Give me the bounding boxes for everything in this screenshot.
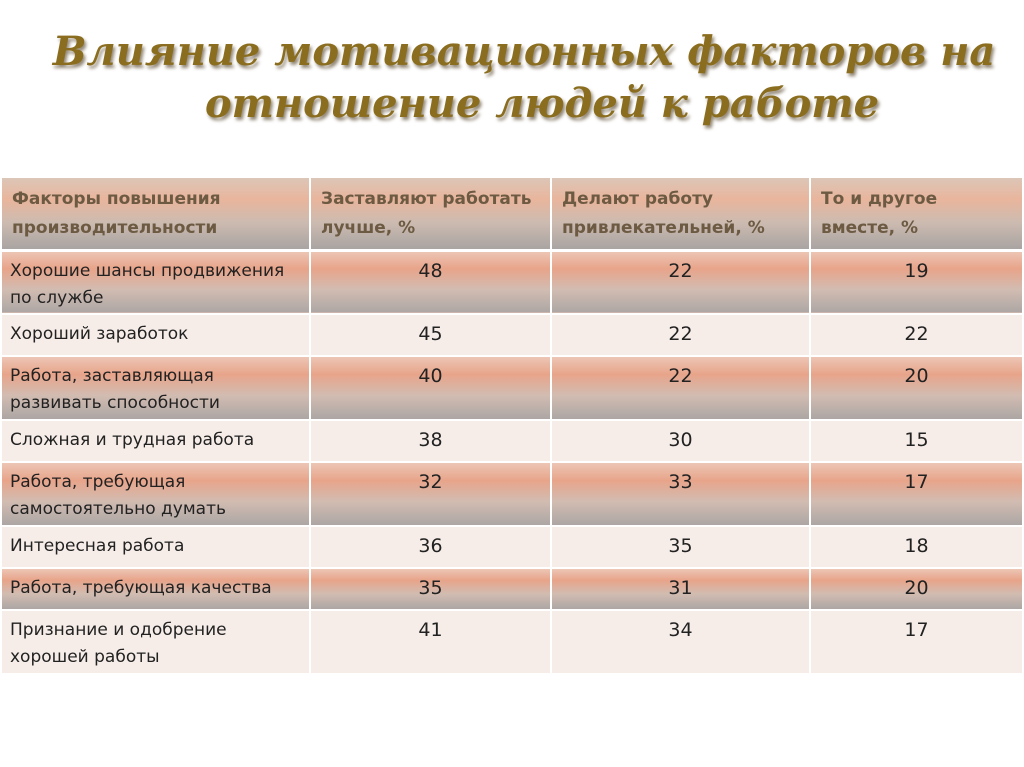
header-factors: Факторы повышения производительности — [2, 178, 310, 250]
slide-title-line-2: отношение людей к работе — [204, 80, 880, 127]
factor-cell: Сложная и трудная работа — [2, 420, 310, 462]
both-cell: 22 — [810, 314, 1022, 356]
attractive-cell: 22 — [551, 250, 810, 314]
header-both: То и другое вместе, % — [810, 178, 1022, 250]
factor-cell: Работа, заставляющая развивать способности — [2, 356, 310, 420]
attractive-cell: 33 — [551, 462, 810, 526]
table-row — [2, 250, 1022, 314]
factor-cell: Работа, требующая качества — [2, 568, 310, 610]
table-row — [2, 314, 1022, 356]
motivation-factors-table — [2, 178, 1022, 675]
factor-cell: Интересная работа — [2, 526, 310, 568]
both-cell: 17 — [810, 462, 1022, 526]
factor-cell: Хороший заработок — [2, 314, 310, 356]
table-row — [2, 610, 1022, 674]
better-cell: 36 — [310, 526, 551, 568]
factor-cell: Работа, требующая самостоятельно думать — [2, 462, 310, 526]
both-cell: 15 — [810, 420, 1022, 462]
attractive-cell: 34 — [551, 610, 810, 674]
both-cell: 20 — [810, 356, 1022, 420]
header-better: Заставляют работать лучше, % — [310, 178, 551, 250]
slide-title-line-1: Влияние мотивационных факторов на — [52, 28, 996, 75]
attractive-cell: 35 — [551, 526, 810, 568]
better-cell: 40 — [310, 356, 551, 420]
attractive-cell: 22 — [551, 314, 810, 356]
table-row — [2, 420, 1022, 462]
both-cell: 20 — [810, 568, 1022, 610]
table-row — [2, 356, 1022, 420]
both-cell: 19 — [810, 250, 1022, 314]
better-cell: 48 — [310, 250, 551, 314]
table-row — [2, 568, 1022, 610]
table-row — [2, 526, 1022, 568]
slide-title — [0, 26, 1024, 130]
header-attractive: Делают работу привлекательней, % — [551, 178, 810, 250]
table-header-row — [2, 178, 1022, 250]
attractive-cell: 31 — [551, 568, 810, 610]
better-cell: 35 — [310, 568, 551, 610]
factor-cell: Признание и одобрение хорошей работы — [2, 610, 310, 674]
better-cell: 45 — [310, 314, 551, 356]
factor-cell: Хорошие шансы продвижения по службе — [2, 250, 310, 314]
attractive-cell: 22 — [551, 356, 810, 420]
better-cell: 38 — [310, 420, 551, 462]
both-cell: 18 — [810, 526, 1022, 568]
table-row — [2, 462, 1022, 526]
better-cell: 41 — [310, 610, 551, 674]
attractive-cell: 30 — [551, 420, 810, 462]
better-cell: 32 — [310, 462, 551, 526]
both-cell: 17 — [810, 610, 1022, 674]
